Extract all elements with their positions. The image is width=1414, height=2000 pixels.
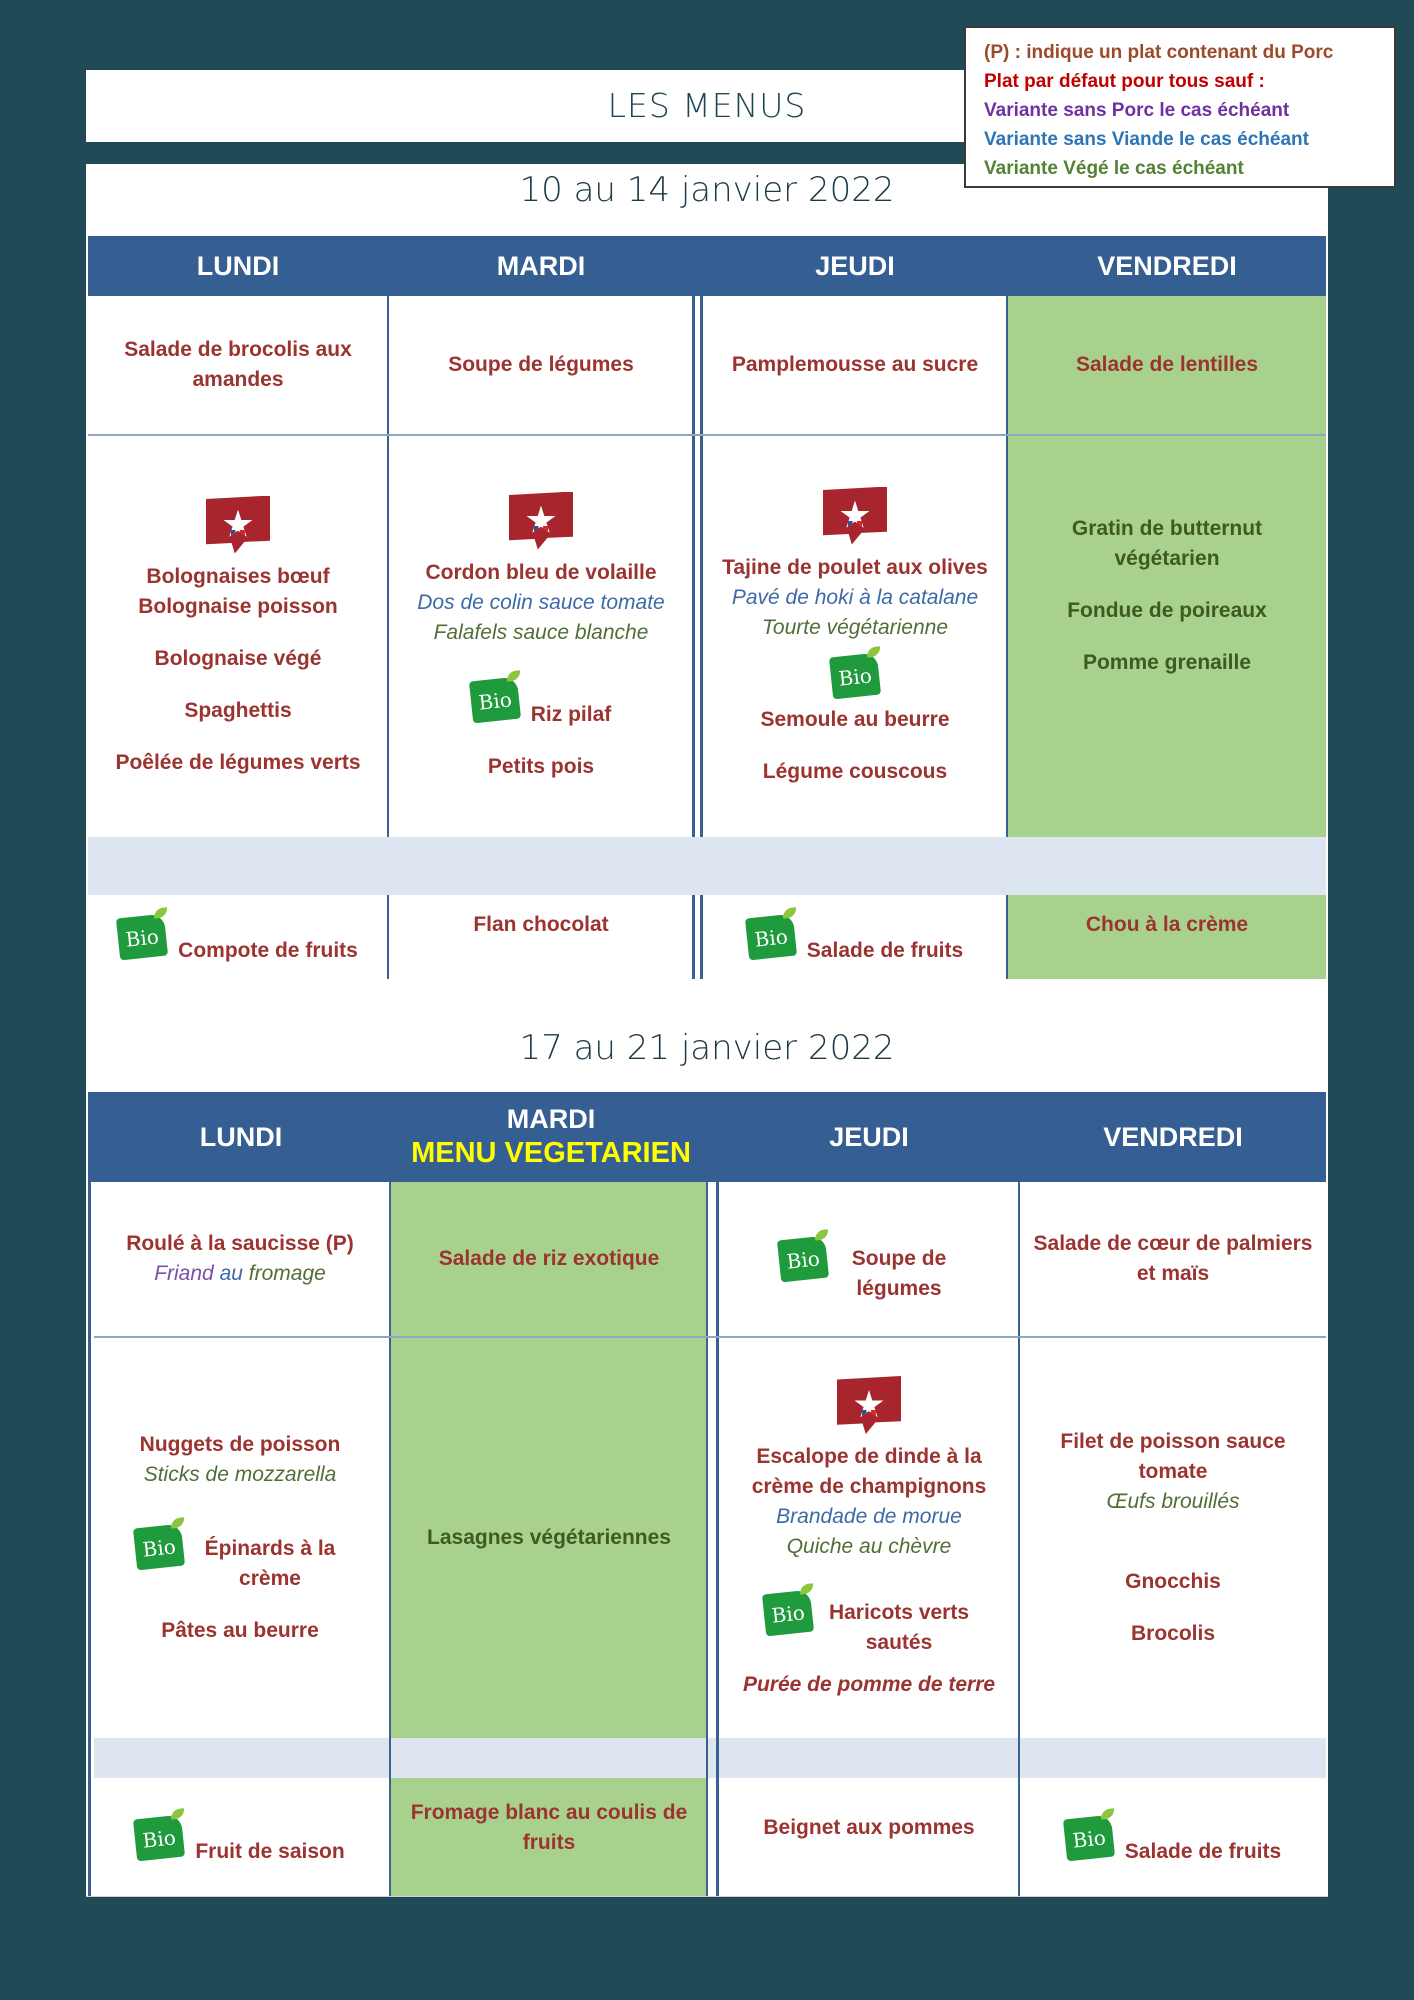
dish: Légume couscous: [762, 759, 948, 783]
variant-vege: fromage: [248, 1262, 326, 1285]
volaille-francaise-label-icon: [823, 487, 887, 545]
bio-icon: Bio: [1063, 1814, 1115, 1861]
dish: Épinards à la crème: [204, 1537, 336, 1590]
legend-item-sans-porc: Variante sans Porc le cas échéant: [984, 100, 1290, 121]
dish: Gnocchis: [1125, 1570, 1221, 1593]
dish: Riz pilaf: [530, 702, 612, 726]
dish: Salade de fruits: [1124, 1839, 1282, 1863]
legend-item-default: Plat par défaut pour tous sauf :: [984, 71, 1265, 92]
week2-title: 17 au 21 janvier 2022: [519, 1028, 895, 1068]
week1-mardi-starter: [388, 296, 694, 434]
dish: Soupe de légumes: [448, 353, 634, 376]
week1-lundi-starter: [88, 296, 388, 434]
dish: Fromage blanc au coulis de fruits: [410, 1801, 688, 1854]
week1-vendredi-starter: [1008, 296, 1326, 434]
bio-icon: Bio: [829, 652, 881, 699]
dish: Compote de fruits: [178, 939, 358, 962]
week2-vendredi-starter: [1020, 1182, 1326, 1336]
dish: Pomme grenaille: [1082, 651, 1252, 674]
dish: Nuggets de poisson: [139, 1433, 341, 1456]
dish: Lasagnes végétariennes: [427, 1526, 671, 1549]
week2-jeudi-starter: [719, 1182, 1019, 1336]
week2-mardi-dessert: [391, 1778, 707, 1878]
week2-vendredi-dessert: [1020, 1778, 1326, 1897]
dish: Sticks de mozzarella: [143, 1463, 337, 1486]
menu-page: [86, 70, 1328, 1897]
volaille-francaise-label-icon: [509, 492, 573, 550]
dish: Poêlée de légumes verts: [115, 750, 361, 774]
week1-day-jeudi: JEUDI: [815, 250, 895, 281]
week1-day-lundi: LUNDI: [196, 250, 280, 281]
dish: Spaghettis: [184, 698, 292, 722]
dish: Tourte végétarienne: [761, 615, 949, 639]
dish: Pavé de hoki à la catalane: [731, 585, 979, 609]
dish: Petits pois: [487, 754, 595, 778]
week1-lundi-main: [88, 436, 388, 837]
day-label: MARDI: [506, 1104, 596, 1134]
week2-separator-band: [94, 1738, 391, 1778]
dish: Bolognaise poisson: [138, 594, 338, 618]
legend-item-sans-viande: Variante sans Viande le cas échéant: [984, 129, 1309, 150]
dish: Salade de fruits: [806, 939, 964, 962]
legend-box: [964, 26, 1396, 188]
week2-day-lundi: LUNDI: [199, 1121, 283, 1152]
dish: Chou à la crème: [1085, 913, 1249, 936]
week2-separator-band: [707, 1738, 1326, 1778]
week2-jeudi-main: [719, 1338, 1019, 1738]
dish: Filet de poisson sauce tomate: [1060, 1430, 1286, 1483]
dish: Salade de cœur de palmiers et maïs: [1033, 1232, 1313, 1285]
week1-mardi-dessert: [388, 895, 694, 955]
week2-day-jeudi: JEUDI: [829, 1121, 909, 1152]
bio-icon: Bio: [745, 914, 797, 961]
dish: Bolognaises bœuf: [146, 564, 330, 588]
week1-day-mardi: MARDI: [496, 250, 586, 281]
dish: Salade de brocolis aux amandes: [124, 338, 352, 391]
bio-icon: Bio: [777, 1236, 829, 1283]
week2-day-vendredi: VENDREDI: [1103, 1121, 1243, 1152]
bio-icon: Bio: [116, 914, 168, 961]
week2-jeudi-dessert: [719, 1778, 1019, 1878]
bio-icon: Bio: [133, 1814, 185, 1861]
dish: Escalope de dinde à la crème de champignons: [751, 1445, 987, 1498]
week2-mardi-main: [391, 1338, 707, 1738]
bio-icon: Bio: [469, 676, 521, 723]
week1-jeudi-dessert: [702, 895, 1008, 979]
bio-icon: Bio: [762, 1590, 814, 1637]
dish: Roulé à la saucisse (P): [126, 1232, 354, 1255]
dish: Fruit de saison: [195, 1839, 345, 1863]
viande-francaise-label-icon: [206, 496, 270, 554]
dish: Fondue de poireaux: [1067, 599, 1267, 622]
week1-separator-band: [88, 837, 1326, 895]
dish: Gratin de butternut végétarien: [1071, 517, 1263, 570]
volaille-francaise-label-icon: [837, 1376, 901, 1434]
week1-lundi-dessert: [88, 895, 388, 979]
week1-day-vendredi: VENDREDI: [1097, 250, 1237, 281]
dish: Haricots verts sautés: [828, 1601, 970, 1654]
dish: Salade de riz exotique: [438, 1247, 660, 1270]
dish: Brocolis: [1130, 1622, 1216, 1645]
week1-vendredi-dessert: [1008, 895, 1326, 955]
dish: Flan chocolat: [473, 913, 609, 936]
week2-separator-band: [391, 1738, 707, 1778]
week1-title: 10 au 14 janvier 2022: [519, 170, 895, 210]
dish: Falafels sauce blanche: [433, 620, 649, 644]
dish: Purée de pomme de terre: [742, 1673, 996, 1696]
dish: Quiche au chèvre: [786, 1535, 952, 1558]
dish: Bolognaise végé: [154, 646, 322, 670]
dish: Pamplemousse au sucre: [731, 353, 979, 376]
bio-icon: Bio: [133, 1524, 185, 1571]
variant-sans-porc: Friand: [154, 1262, 214, 1285]
dish: Pâtes au beurre: [161, 1619, 319, 1642]
week2-day-mardi: [394, 1092, 708, 1182]
vegetarian-menu-label: MENU VEGETARIEN: [411, 1137, 691, 1169]
week2-lundi-main: [91, 1338, 389, 1738]
week2-mardi-starter: [391, 1182, 707, 1336]
week2-lundi-dessert: [91, 1778, 389, 1897]
week2-lundi-starter: [91, 1182, 389, 1336]
dish: Salade de lentilles: [1075, 353, 1259, 376]
dish: Semoule au beurre: [760, 707, 950, 731]
page-title: LES MENUS: [607, 85, 807, 125]
week1-vendredi-main: [1008, 436, 1326, 756]
legend-item-vege: Variante Végé le cas échéant: [984, 158, 1244, 179]
dish: Beignet aux pommes: [763, 1816, 975, 1839]
legend-item-porc: (P) : indique un plat contenant du Porc: [984, 42, 1334, 63]
week1-jeudi-starter: [702, 296, 1008, 434]
week2-vendredi-main: [1020, 1338, 1326, 1738]
dish: Brandade de morue: [776, 1505, 962, 1528]
week1-jeudi-main: [702, 436, 1008, 837]
dish: Œufs brouillés: [1106, 1490, 1240, 1513]
dish: Cordon bleu de volaille: [425, 560, 657, 584]
dish-variants: [154, 1259, 326, 1289]
dish: Dos de colin sauce tomate: [417, 590, 665, 614]
dish: Soupe de légumes: [851, 1247, 947, 1300]
dish: Tajine de poulet aux olives: [722, 555, 988, 579]
week1-mardi-main: [388, 436, 694, 837]
variant-sans-viande: au: [219, 1262, 243, 1285]
